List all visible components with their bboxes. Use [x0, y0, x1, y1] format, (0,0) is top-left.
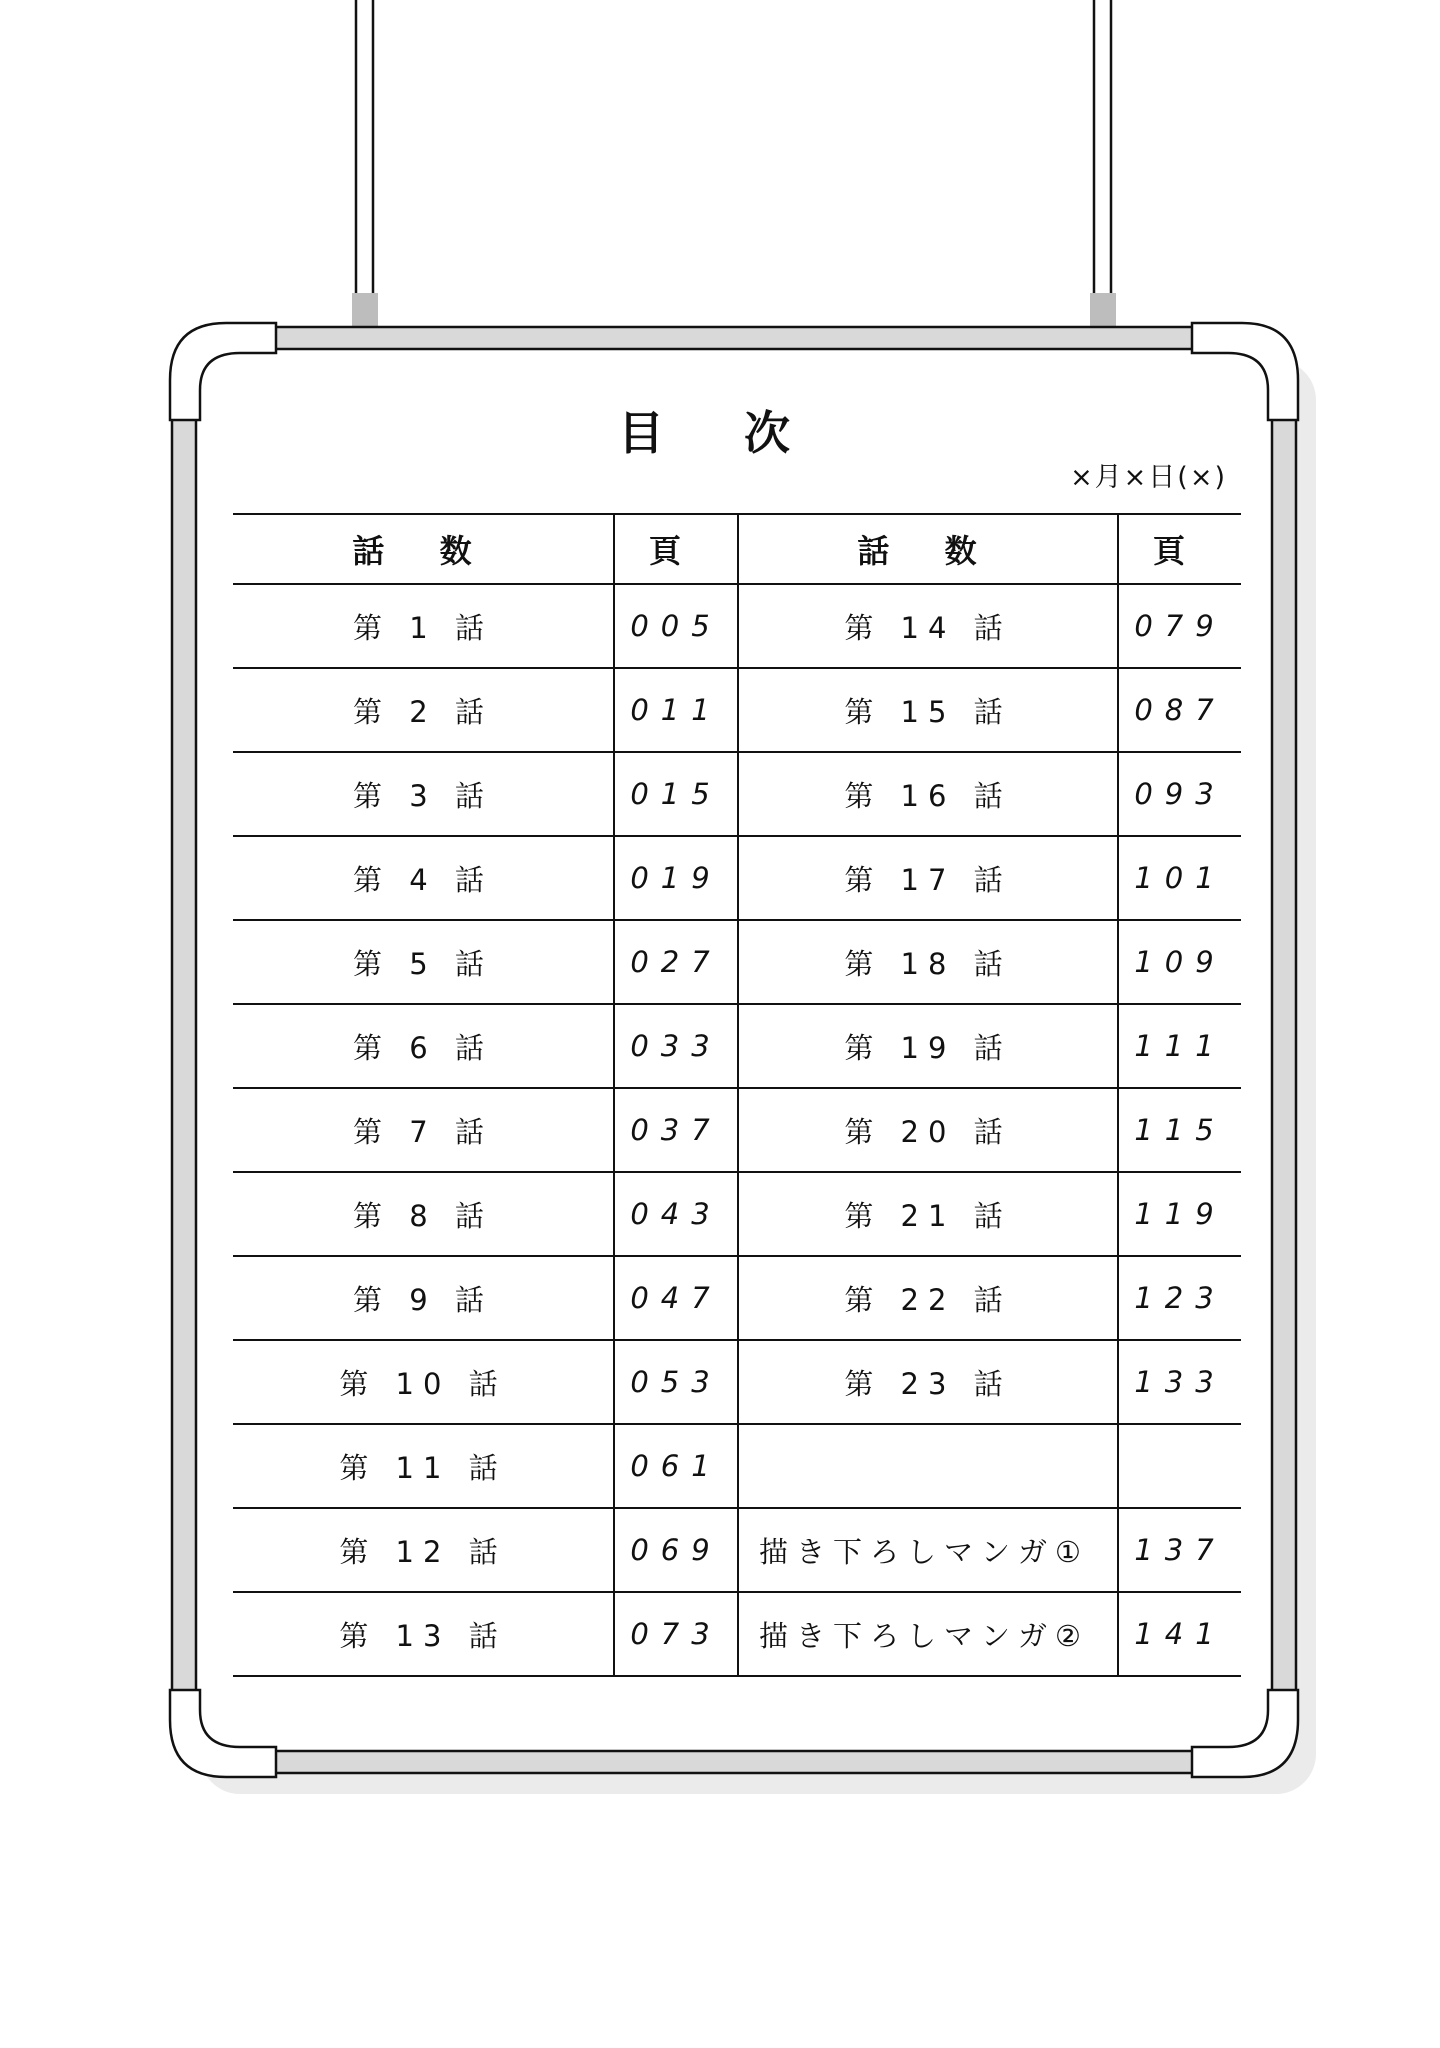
page-cell	[1118, 1424, 1241, 1508]
board-date: ×月×日(×)	[1070, 462, 1227, 493]
episode-cell: 第 5 話	[233, 920, 614, 1004]
episode-cell: 第 6 話	[233, 1004, 614, 1088]
board-title: 目 次	[617, 406, 822, 460]
table-row	[233, 668, 1241, 752]
page-cell: 073	[614, 1592, 738, 1676]
page-cell: 015	[614, 752, 738, 836]
page-cell: 111	[1118, 1004, 1241, 1088]
hanging-wire-right	[1090, 0, 1116, 329]
page-cell: 137	[1118, 1508, 1241, 1592]
header-episode-left: 話 数	[233, 514, 614, 584]
page-cell: 141	[1118, 1592, 1241, 1676]
page-cell: 101	[1118, 836, 1241, 920]
episode-cell: 第 7 話	[233, 1088, 614, 1172]
episode-cell: 第 19 話	[738, 1004, 1118, 1088]
page-cell: 019	[614, 836, 738, 920]
table-row	[233, 920, 1241, 1004]
episode-cell: 第 22 話	[738, 1256, 1118, 1340]
page-cell: 109	[1118, 920, 1241, 1004]
episode-cell: 第 10 話	[233, 1340, 614, 1424]
page-cell: 061	[614, 1424, 738, 1508]
episode-cell	[738, 1424, 1118, 1508]
page-cell: 079	[1118, 584, 1241, 668]
episode-cell: 第 8 話	[233, 1172, 614, 1256]
table-row	[233, 836, 1241, 920]
episode-cell: 第 4 話	[233, 836, 614, 920]
page-cell: 133	[1118, 1340, 1241, 1424]
bonus-manga-cell: 描き下ろしマンガ②	[738, 1592, 1118, 1676]
table-row	[233, 1172, 1241, 1256]
table-row	[233, 752, 1241, 836]
page-cell: 123	[1118, 1256, 1241, 1340]
table-row	[233, 1424, 1241, 1508]
episode-cell: 第 14 話	[738, 584, 1118, 668]
table-of-contents	[233, 513, 1241, 1677]
episode-cell: 第 13 話	[233, 1592, 614, 1676]
page-cell: 087	[1118, 668, 1241, 752]
hanging-wire-left	[352, 0, 378, 329]
header-page-right: 頁	[1118, 514, 1241, 584]
episode-cell: 第 16 話	[738, 752, 1118, 836]
page-cell: 011	[614, 668, 738, 752]
episode-cell: 第 3 話	[233, 752, 614, 836]
episode-cell: 第 2 話	[233, 668, 614, 752]
episode-cell: 第 9 話	[233, 1256, 614, 1340]
page-cell: 115	[1118, 1088, 1241, 1172]
episode-cell: 第 23 話	[738, 1340, 1118, 1424]
bonus-manga-cell: 描き下ろしマンガ①	[738, 1508, 1118, 1592]
episode-cell: 第 21 話	[738, 1172, 1118, 1256]
episode-cell: 第 11 話	[233, 1424, 614, 1508]
episode-cell: 第 18 話	[738, 920, 1118, 1004]
table-row	[233, 1508, 1241, 1592]
table-row	[233, 1004, 1241, 1088]
page-cell: 119	[1118, 1172, 1241, 1256]
page-cell: 005	[614, 584, 738, 668]
page-cell: 053	[614, 1340, 738, 1424]
page-cell: 033	[614, 1004, 738, 1088]
page-cell: 027	[614, 920, 738, 1004]
header-episode-right: 話 数	[738, 514, 1118, 584]
table-row	[233, 1256, 1241, 1340]
header-page-left: 頁	[614, 514, 738, 584]
page-cell: 037	[614, 1088, 738, 1172]
page-cell: 069	[614, 1508, 738, 1592]
episode-cell: 第 20 話	[738, 1088, 1118, 1172]
episode-cell: 第 15 話	[738, 668, 1118, 752]
table-row	[233, 1592, 1241, 1676]
page-cell: 093	[1118, 752, 1241, 836]
page-cell: 043	[614, 1172, 738, 1256]
page-cell: 047	[614, 1256, 738, 1340]
table-row	[233, 1088, 1241, 1172]
episode-cell: 第 12 話	[233, 1508, 614, 1592]
episode-cell: 第 17 話	[738, 836, 1118, 920]
episode-cell: 第 1 話	[233, 584, 614, 668]
table-header-row	[233, 514, 1241, 584]
table-row	[233, 584, 1241, 668]
table-row	[233, 1340, 1241, 1424]
